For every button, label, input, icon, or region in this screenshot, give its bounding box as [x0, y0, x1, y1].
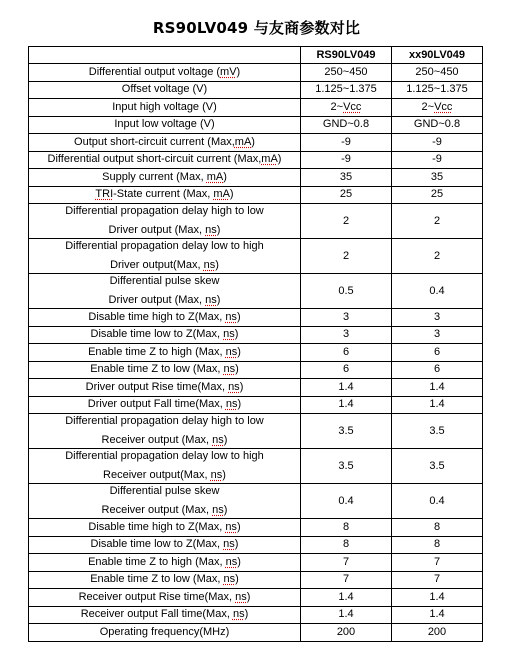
parameter-name: Enable time Z to high (Max, ns)	[88, 555, 241, 568]
table-row	[29, 309, 483, 327]
xx90lv049-value: 1.4	[392, 589, 483, 607]
parameter-name: Disable time low to Z(Max, ns)	[90, 538, 239, 551]
parameter-name-cell	[29, 361, 301, 379]
table-row	[29, 344, 483, 362]
parameter-name: Differential propagation delay high to low	[65, 205, 264, 217]
xx90lv049-value: 6	[392, 344, 483, 362]
parameter-name: Offset voltage (V)	[121, 83, 208, 96]
rs90lv049-value: 2~Vcc	[301, 99, 392, 117]
table-row	[29, 186, 483, 204]
table-row	[29, 151, 483, 169]
header-xx90lv049: xx90LV049	[392, 47, 483, 64]
parameter-name: Differential pulse skew	[109, 275, 220, 287]
rs90lv049-value: 1.4	[301, 379, 392, 397]
parameter-name: Supply current (Max, mA)	[102, 170, 227, 183]
parameter-name: Differential output short-circuit current (Max,mA)	[47, 153, 282, 166]
parameter-name: Enable time Z to high (Max, ns)	[88, 345, 241, 358]
parameter-name-cell	[29, 239, 301, 274]
xx90lv049-value: 3.5	[392, 449, 483, 484]
parameter-name: Input high voltage (V)	[112, 100, 217, 113]
table-row	[29, 64, 483, 82]
parameter-name-cell	[29, 64, 301, 82]
table-row	[29, 519, 483, 537]
parameter-name-cell	[29, 99, 301, 117]
table-row	[29, 449, 483, 484]
parameter-name: TRI-State current (Max, mA)	[95, 188, 234, 201]
parameter-name-cell	[29, 536, 301, 554]
parameter-name-cell	[29, 519, 301, 537]
table-row	[29, 239, 483, 274]
rs90lv049-value: GND~0.8	[301, 116, 392, 134]
parameter-name-line2: Receiver output(Max, ns)	[103, 469, 226, 481]
parameter-name-line2: Receiver output (Max, ns)	[101, 504, 228, 516]
xx90lv049-value: 0.4	[392, 274, 483, 309]
xx90lv049-value: 1.125~1.375	[392, 81, 483, 99]
parameter-name-cell	[29, 186, 301, 204]
rs90lv049-value: 0.5	[301, 274, 392, 309]
xx90lv049-value: 0.4	[392, 484, 483, 519]
rs90lv049-value: 7	[301, 571, 392, 589]
parameter-name-cell	[29, 414, 301, 449]
rs90lv049-value: 3.5	[301, 414, 392, 449]
parameter-name: Differential propagation delay low to high	[65, 450, 264, 462]
rs90lv049-value: 25	[301, 186, 392, 204]
table-row	[29, 624, 483, 642]
rs90lv049-value: -9	[301, 151, 392, 169]
rs90lv049-value: 250~450	[301, 64, 392, 82]
parameter-name: Receiver output Rise time(Max, ns)	[78, 590, 251, 603]
table-row	[29, 414, 483, 449]
rs90lv049-value: -9	[301, 134, 392, 152]
rs90lv049-value: 1.4	[301, 606, 392, 624]
table-header-row	[29, 47, 483, 64]
xx90lv049-value: 200	[392, 624, 483, 642]
parameter-name: Differential pulse skew	[109, 485, 220, 497]
xx90lv049-value: 3	[392, 326, 483, 344]
parameter-name-cell	[29, 274, 301, 309]
table-row	[29, 536, 483, 554]
rs90lv049-value: 35	[301, 169, 392, 187]
parameter-name: Disable time high to Z(Max, ns)	[88, 310, 241, 323]
parameter-name-line2: Driver output (Max, ns)	[108, 294, 221, 306]
parameter-name: Differential propagation delay low to high	[65, 240, 264, 252]
xx90lv049-value: 8	[392, 536, 483, 554]
rs90lv049-value: 0.4	[301, 484, 392, 519]
parameter-name-cell	[29, 449, 301, 484]
xx90lv049-value: 6	[392, 361, 483, 379]
xx90lv049-value: 2~Vcc	[392, 99, 483, 117]
parameter-name-line2: Driver output (Max, ns)	[108, 224, 221, 236]
parameter-name: Disable time low to Z(Max, ns)	[90, 328, 239, 341]
parameter-name: Differential propagation delay high to low	[65, 415, 264, 427]
parameter-name: Disable time high to Z(Max, ns)	[88, 520, 241, 533]
header-rs90lv049: RS90LV049	[301, 47, 392, 64]
rs90lv049-value: 8	[301, 519, 392, 537]
parameter-name-cell	[29, 116, 301, 134]
table-row	[29, 554, 483, 572]
header-parameter	[29, 47, 301, 64]
rs90lv049-value: 3	[301, 326, 392, 344]
xx90lv049-value: GND~0.8	[392, 116, 483, 134]
parameter-name-cell	[29, 624, 301, 642]
rs90lv049-value: 7	[301, 554, 392, 572]
rs90lv049-value: 1.4	[301, 589, 392, 607]
document-title: RS90LV049 与友商参数对比	[152, 19, 361, 37]
table-row	[29, 116, 483, 134]
rs90lv049-value: 6	[301, 344, 392, 362]
parameter-name: Operating frequency(MHz)	[99, 625, 230, 638]
parameter-name: Enable time Z to low (Max, ns)	[90, 363, 239, 376]
table-body	[29, 64, 483, 642]
rs90lv049-value: 200	[301, 624, 392, 642]
parameter-name-line2: Receiver output (Max, ns)	[101, 434, 228, 446]
rs90lv049-value: 8	[301, 536, 392, 554]
table-row	[29, 396, 483, 414]
rs90lv049-value: 1.4	[301, 396, 392, 414]
parameter-name-cell	[29, 326, 301, 344]
table-row	[29, 379, 483, 397]
xx90lv049-value: -9	[392, 134, 483, 152]
parameter-name: Driver output Fall time(Max, ns)	[87, 398, 242, 411]
xx90lv049-value: 2	[392, 239, 483, 274]
parameter-name-cell	[29, 169, 301, 187]
xx90lv049-value: 1.4	[392, 606, 483, 624]
parameter-name-cell	[29, 606, 301, 624]
table-row	[29, 326, 483, 344]
parameter-name: Enable time Z to low (Max, ns)	[90, 573, 239, 586]
xx90lv049-value: 25	[392, 186, 483, 204]
parameter-name-cell	[29, 204, 301, 239]
xx90lv049-value: 250~450	[392, 64, 483, 82]
parameter-name-cell	[29, 396, 301, 414]
xx90lv049-value: 8	[392, 519, 483, 537]
rs90lv049-value: 3	[301, 309, 392, 327]
table-row	[29, 99, 483, 117]
xx90lv049-value: 7	[392, 571, 483, 589]
parameter-name: Input low voltage (V)	[114, 118, 215, 131]
parameter-name: Output short-circuit current (Max,mA)	[74, 135, 255, 148]
parameter-name-cell	[29, 379, 301, 397]
parameter-name-cell	[29, 151, 301, 169]
parameter-name: Differential output voltage (mV)	[88, 65, 241, 78]
xx90lv049-value: 1.4	[392, 379, 483, 397]
table-row	[29, 81, 483, 99]
table-row	[29, 571, 483, 589]
parameter-name-cell	[29, 344, 301, 362]
table-row	[29, 589, 483, 607]
xx90lv049-value: 2	[392, 204, 483, 239]
parameter-name-cell	[29, 589, 301, 607]
parameter-name-line2: Driver output(Max, ns)	[110, 259, 219, 271]
parameter-name-cell	[29, 554, 301, 572]
table-row	[29, 274, 483, 309]
table-row	[29, 361, 483, 379]
parameter-name-cell	[29, 309, 301, 327]
xx90lv049-value: 1.4	[392, 396, 483, 414]
xx90lv049-value: 7	[392, 554, 483, 572]
parameter-name: Receiver output Fall time(Max, ns)	[80, 608, 249, 621]
parameter-comparison-table	[28, 46, 483, 642]
parameter-name-cell	[29, 571, 301, 589]
xx90lv049-value: -9	[392, 151, 483, 169]
rs90lv049-value: 2	[301, 239, 392, 274]
xx90lv049-value: 35	[392, 169, 483, 187]
table-row	[29, 169, 483, 187]
parameter-name: Driver output Rise time(Max, ns)	[85, 380, 244, 393]
parameter-name-cell	[29, 484, 301, 519]
rs90lv049-value: 2	[301, 204, 392, 239]
rs90lv049-value: 3.5	[301, 449, 392, 484]
rs90lv049-value: 1.125~1.375	[301, 81, 392, 99]
table-row	[29, 606, 483, 624]
table-row	[29, 484, 483, 519]
parameter-name-cell	[29, 134, 301, 152]
rs90lv049-value: 6	[301, 361, 392, 379]
xx90lv049-value: 3	[392, 309, 483, 327]
xx90lv049-value: 3.5	[392, 414, 483, 449]
table-row	[29, 134, 483, 152]
parameter-name-cell	[29, 81, 301, 99]
table-row	[29, 204, 483, 239]
